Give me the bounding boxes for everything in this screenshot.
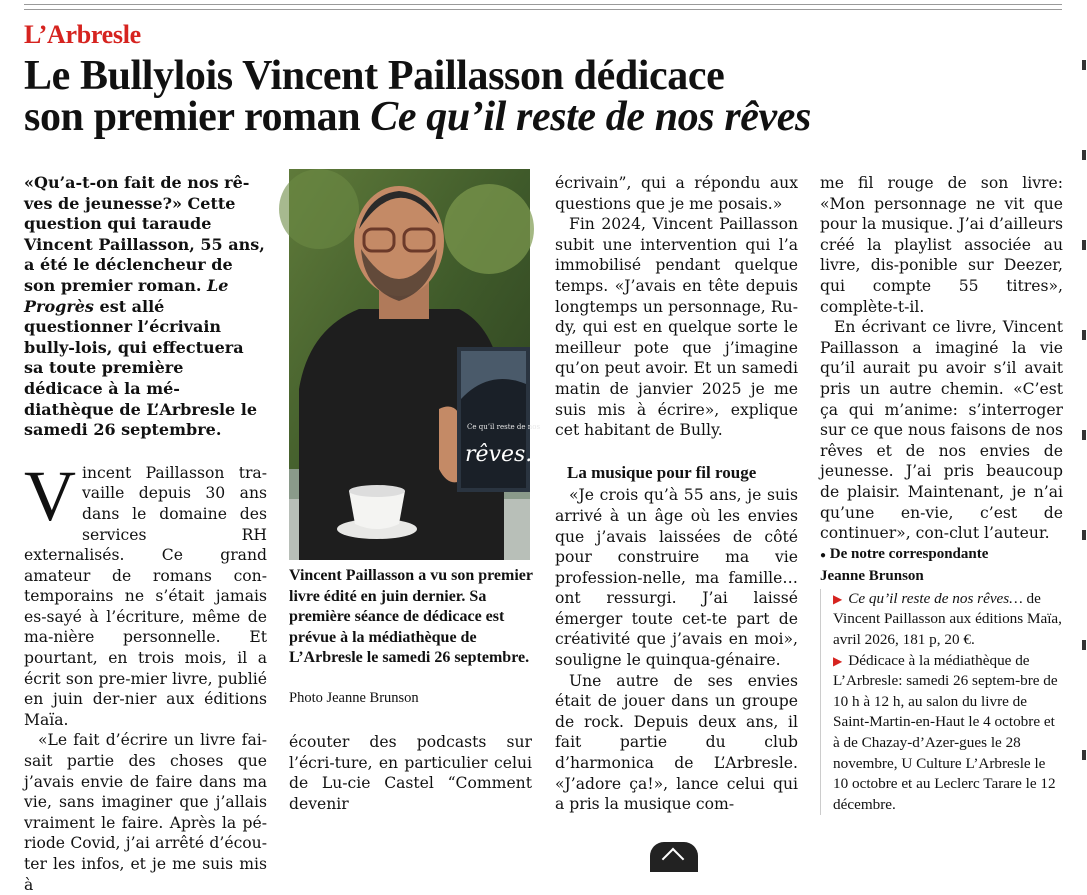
- column-1: [24, 173, 267, 895]
- info-dedications-text: Dédicace à la médiathèque de L’Arbresle: samedi 26 septem-bre de 10 h à 12 h, au salon du livre de Saint-Martin-en-Haut le 4 octobre et à de Chazay-d’Azer-gues le 28 novembre, U Culture L’Arbresle le 10 octobre et au Leclerc Tarare le 12 décembre.: [833, 651, 1058, 813]
- photo-credit: Photo Jeanne Brunson: [289, 690, 419, 706]
- chapo-newspaper-name: Le Progrès: [24, 275, 229, 316]
- author-signature: [820, 544, 1063, 587]
- info-book-details: de Vincent Paillasson aux éditions Maïa, avril 2026, 181 p, 20 €.: [833, 589, 1062, 649]
- info-book: [821, 589, 1063, 651]
- headline-book-title: Ce qu’il reste de nos rêves: [370, 94, 811, 140]
- section-rubric: L’Arbresle: [24, 20, 141, 49]
- adjacent-column-edge: [1080, 30, 1087, 790]
- signature-name: Jeanne Brunson: [820, 568, 924, 585]
- body-paragraph-6: Une autre de ses envies était de jouer dans un groupe de rock. Depuis deux ans, il fait partie du club d’harmonica de L’Arbresle. «J’adore ça!», lance celui qui a pris la musique com-: [555, 671, 798, 814]
- body-paragraph-2-continued: écouter des podcasts sur l’écri-ture, en particulier celui de Lu-cie Castel “Comment devenir: [289, 733, 532, 813]
- column-3: [555, 173, 798, 815]
- chapo-text-1: «Qu’a-t-on fait de nos rê-ves de jeunesse?» Cette question qui taraude Vincent Paillasson, 55 ans, a été le déclencheur de son premier roman.: [24, 173, 265, 295]
- headline: [24, 53, 1064, 140]
- signature-line1: De notre correspondante: [829, 545, 989, 562]
- body-paragraph-3-continued: écrivain”, qui a répondu aux questions que je me posais.»: [555, 174, 798, 213]
- book-cover-title: rêves.: [465, 442, 533, 467]
- top-rule-2: [24, 9, 1062, 10]
- info-box: [820, 589, 1063, 816]
- author-photo: [289, 169, 541, 560]
- book-cover-small-text: Ce qu’il reste de nos: [467, 423, 541, 431]
- chevron-up-icon: [662, 848, 685, 871]
- photo-caption: Vincent Paillasson a vu son premier livre édité en juin dernier. Sa première séance de dédicace est prévue à la médiathèque de L’Arbresle le samedi 26 septembre.: [289, 567, 533, 667]
- column-4: [820, 173, 1063, 815]
- info-dedications: [821, 651, 1063, 816]
- column-2-continuation: [289, 732, 532, 814]
- body-paragraph-4: Fin 2024, Vincent Paillasson subit une intervention qui l’a immobilisé pendant quelque temps. «J’avais en tête depuis longtemps un personnage, Ru-dy, qui est en quelque sorte le meilleur pote que j’imagine qu’on peut avoir. Et un samedi matin de janvier 2025 je me suis mis à écrire», explique cet habitant de Bully.: [555, 215, 798, 440]
- red-triangle-icon: ▶: [833, 591, 843, 606]
- red-triangle-icon: ▶: [833, 653, 843, 668]
- top-rule: [24, 4, 1062, 5]
- drop-cap: V: [24, 455, 76, 536]
- body-paragraph-5: «Je crois qu’à 55 ans, je suis arrivé à un âge où les envies que j’avais laissées de côté pour construire ma vie profession-nelle, ma famille… ont ressurgi. J’ai laissé émerger toute cet-te part de créativité que j’avais en moi», souligne le quinqua-génaire.: [555, 486, 798, 670]
- body-paragraph-2: «Le fait d’écrire un livre fai-sait partie des choses que j’avais envie de faire dans ma vie, sans imaginer que j’allais vraiment le faire. Après la pé-riode Covid, j’ai arrêté d’écou-ter les infos, et je me suis mis à: [24, 731, 267, 894]
- chapo: [24, 173, 267, 441]
- scroll-up-button[interactable]: [650, 842, 698, 872]
- chapo-text-2: est allé questionner l’écrivain bully-lois, qui effectuera sa toute première dédicace à la mé-diathèque de L’Arbresle le samedi 26 septembre.: [24, 296, 258, 440]
- body-paragraph-6-continued: me fil rouge de son livre: «Mon personnage ne vit que pour la musique. J’ai d’ailleurs créé la playlist associée au livre, dis-ponible sur Deezer, qui compte 55 titres», complète-t-il.: [820, 174, 1063, 316]
- body-paragraph-1: [24, 455, 267, 731]
- subheading: La musique pour fil rouge: [567, 462, 757, 482]
- body-paragraph-1-text: incent Paillasson tra-vaille depuis 30 ans dans le domaine des services RH externalisés. Ce grand amateur de romans con-temporains ne s’était jamais es-sayé à l’écriture, même de ma-nière personnelle. Et pourtant, en trois mois, il a écrit son pre-mier livre, publié en juin der-nier aux éditions Maïa.: [24, 463, 267, 729]
- author-photo-illustration: [289, 169, 541, 560]
- body-paragraph-7: En écrivant ce livre, Vincent Paillasson a imaginé la vie qu’il aurait pu avoir s’il avait pris un autre chemin. «C’est ça qui m’anime: s’interroger sur ce que nous faisons de nos rêves et de nos envies de jeunesse. J’ai pris beaucoup de plaisir. Maintenant, je n’ai qu’une en-vie, c’est de continuer», con-clut l’auteur.: [820, 318, 1063, 543]
- signature-bullet-icon: ●: [820, 549, 827, 561]
- headline-line1: Le Bullylois Vincent Paillasson dédicace: [24, 53, 725, 99]
- headline-line2: son premier roman: [24, 94, 371, 140]
- info-book-title: Ce qu’il reste de nos rêves…: [848, 589, 1023, 607]
